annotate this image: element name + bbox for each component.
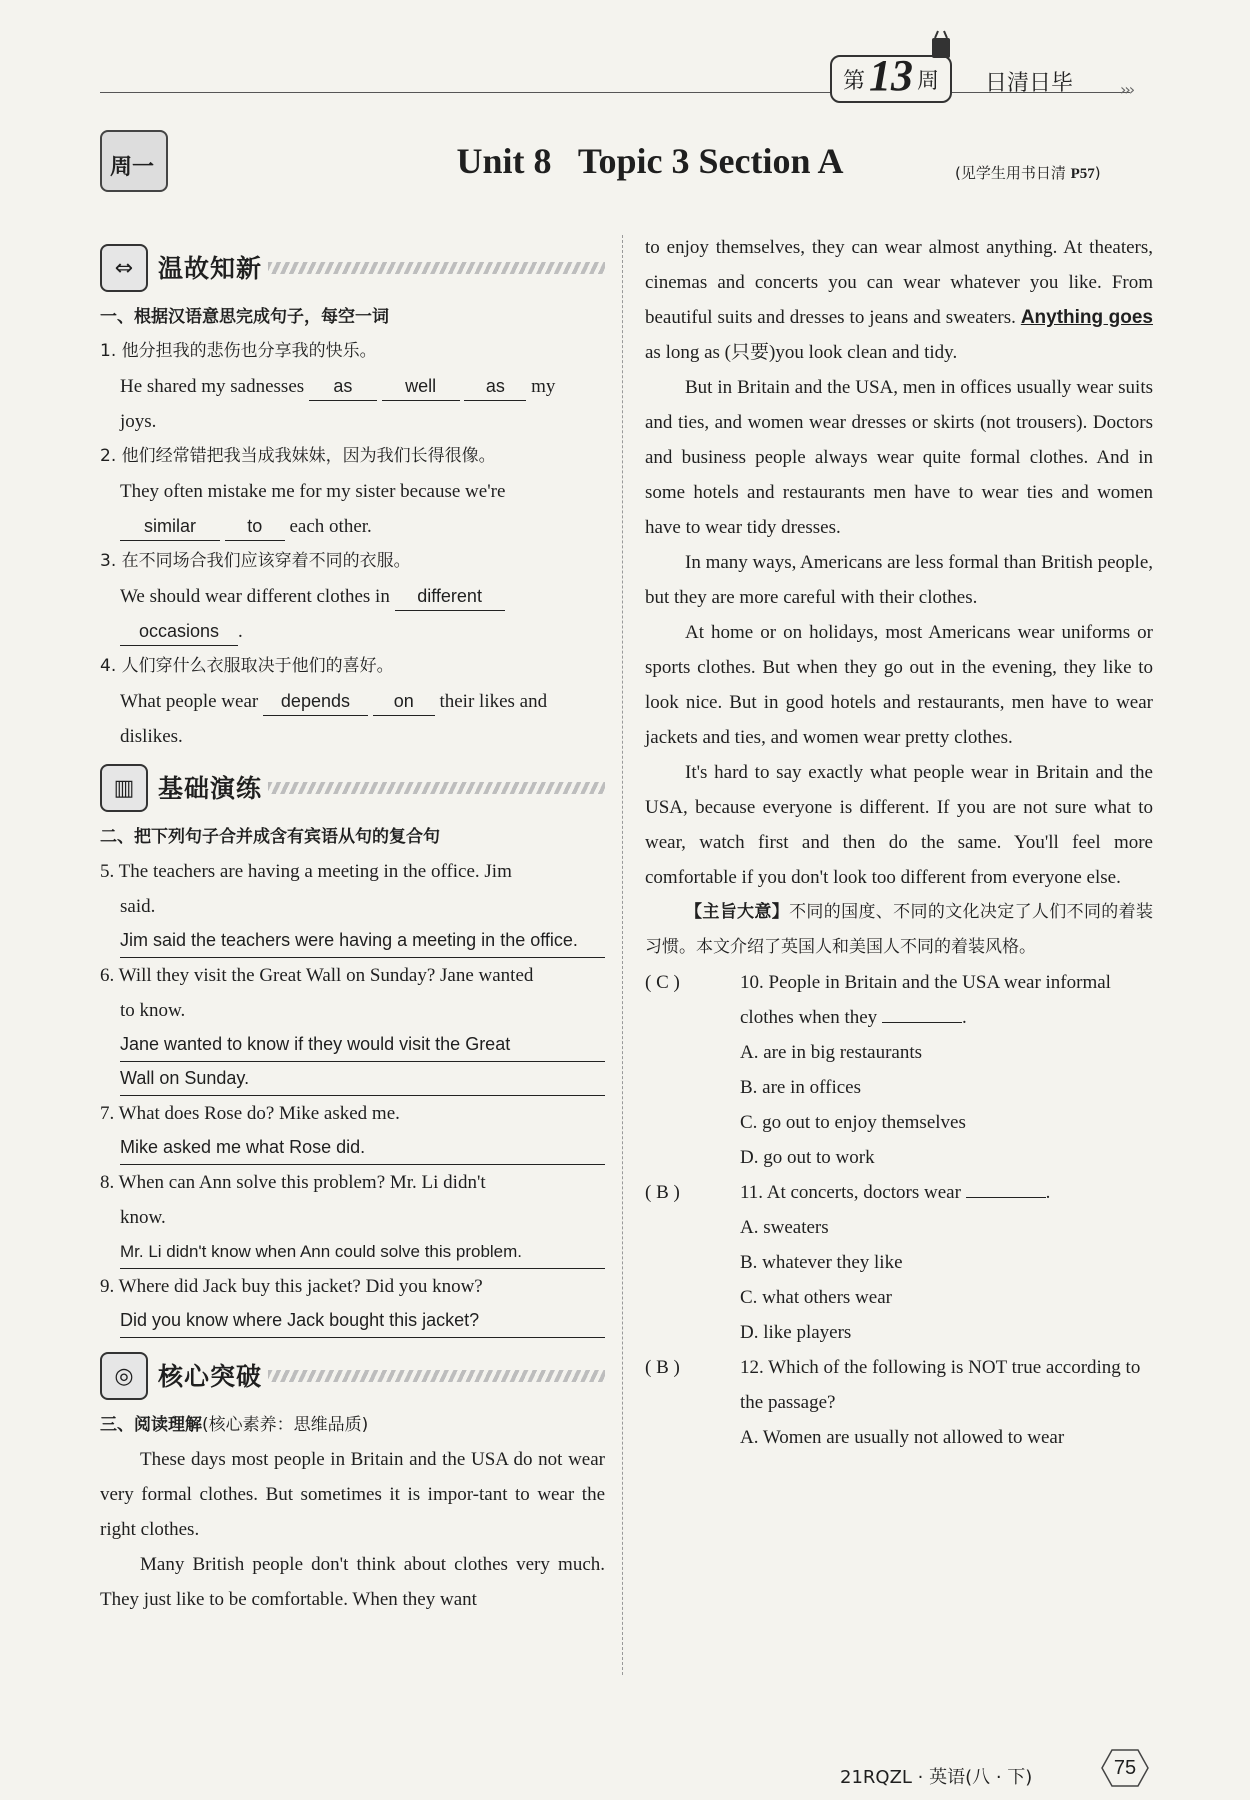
bar-chart-icon: ▥ [100,764,148,812]
q10-option-d: D. go out to work [740,1147,875,1168]
q6-answer-b: Wall on Sunday. [120,1062,605,1096]
section-stripe [268,262,605,274]
q11-text: 11. At concerts, doctors wear [740,1182,961,1203]
day-tab-label: 周一 [109,155,154,180]
passage-p2: Many British people don't think about clothes very much. They just like to be comfortable. When they want [100,1554,605,1610]
q4-text-a: What people wear [120,691,259,712]
q2-blank-1: similar [120,512,220,541]
part1-heading: 一、根据汉语意思完成句子，每空一词 [100,307,389,327]
section-review [100,242,605,294]
section-review-title: 温故知新 [158,253,263,283]
q10-option-c: C. go out to enjoy themselves [740,1112,966,1133]
part2-heading: 二、把下列句子合并成含有宾语从句的复合句 [100,827,440,847]
summary-label: 【主旨大意】 [685,902,790,922]
passage-p4: In many ways, Americans are less formal than British people, but they are more careful with their clothes. [645,552,1154,608]
q1-chinese: 1. 他分担我的悲伤也分享我的快乐。 [100,341,377,361]
q6-text-b: to know. [120,1000,186,1021]
target-icon: ◎ [100,1352,148,1400]
day-tab [100,120,166,190]
passage-p6: It's hard to say exactly what people wear in Britain and the USA, because everyone is different. If you are not sure what to wear, watch first and then do the same. You'll feel more comfortable if you don't look too different from everyone else. [645,762,1153,888]
q1-blank-3: as [464,372,526,401]
ref-prefix: (见学生用书日清 [955,164,1071,182]
q11-option-b: B. whatever they like [740,1252,903,1273]
q6-text: 6. Will they visit the Great Wall on Sunday? Jane wanted [100,965,534,986]
q7-answer: Mike asked me what Rose did. [120,1131,605,1165]
passage-cont-a: to enjoy themselves, they can wear almost anything. At theaters, cinemas and concerts you can wear whatever you like. From beautiful suits and dresses to jeans and sweaters. [645,237,1153,328]
passage-cont-b: as long as (只要)you look clean and tidy. [645,342,958,363]
q10-answer: ( C ) [645,972,680,993]
summary-text: 不同的国度、不同的文化决定了人们不同的着装习惯。本文介绍了英国人和美国人不同的着装风格。 [645,902,1154,957]
week-suffix: 周 [917,68,940,94]
header-rule [100,92,1130,93]
section-basic [100,762,605,814]
q1-text-c: my [531,376,556,397]
q10-option-b: B. are in offices [740,1077,861,1098]
q2-chinese: 2. 他们经常错把我当成我妹妹，因为我们长得很像。 [100,446,496,466]
header-arrows: ››› [1120,80,1134,99]
ref-page: P57 [1070,166,1095,182]
q4-text-d: dislikes. [120,726,183,747]
q7-text: 7. What does Rose do? Mike asked me. [100,1103,400,1124]
right-column [645,230,1153,1455]
passage-p5: At home or on holidays, most Americans wear uniforms or sports clothes. But when they go out in the evening, they like to look nice. But in good hotels and restaurants, men have to wear jackets and ties, and women wear pretty clothes. [645,622,1153,748]
left-column [100,242,605,1617]
section-core-title: 核心突破 [158,1361,263,1391]
summary [645,895,1153,965]
q2-text-c: each other. [289,516,372,537]
week-number: 13 [869,51,913,100]
q10-text: 10. People in Britain and the USA wear informal clothes when they [740,972,1111,1028]
section-stripe [268,1370,605,1382]
q3-english-b [100,614,605,649]
daily-label: 日清日毕 [985,71,1074,96]
part3-heading [100,1408,605,1442]
q11-end: . [1045,1182,1051,1203]
page-title: Unit 8 Topic 3 Section A [456,141,844,181]
footer-code: 21RQZL · 英语(八 · 下) [840,1767,1033,1788]
page-number-text: 75 [1113,1756,1137,1779]
q10-option-a: A. are in big restaurants [740,1042,923,1063]
question-11 [645,1175,1153,1210]
q1-text-a: He shared my sadnesses [120,376,305,397]
q1-english [100,369,605,404]
q3-chinese: 3. 在不同场合我们应该穿着不同的衣服。 [100,551,411,571]
q11-option-d: D. like players [740,1322,852,1343]
q11-option-a: A. sweaters [740,1217,829,1238]
section-stripe [268,782,605,794]
q10-blank [882,1022,962,1023]
binder-clip-icon [930,30,952,60]
reference-note [955,162,1101,183]
q2-text-a: They often mistake me for my sister because we're [120,481,506,502]
q11-option-c: C. what others wear [740,1287,892,1308]
q2-blank-2: to [225,512,285,541]
double-arrow-icon: ⇔ [100,244,148,292]
q3-text-a: We should wear different clothes in [120,586,390,607]
passage-p1: These days most people in Britain and the USA do not wear very formal clothes. But sometimes it is impor-tant to wear the right clothes. [100,1449,605,1540]
q6-answer-a: Jane wanted to know if they would visit the Great [120,1028,605,1062]
q5-text-b: said. [120,896,156,917]
q4-english [100,684,605,719]
question-12 [645,1350,1153,1420]
q3-text-c: . [238,621,243,642]
q4-text-c: their likes and [439,691,548,712]
passage-p3: But in Britain and the USA, men in offices usually wear suits and ties, and women wear dresses or skirts (not trousers). Doctors and business people always wear quite formal clothes. And in some hotels and restaurants men have to wear ties and women have to wear tidy dresses. [645,377,1153,538]
q1-text-d: joys. [120,411,157,432]
q1-blank-1: as [309,372,377,401]
section-basic-title: 基础演练 [158,773,263,803]
q8-text: 8. When can Ann solve this problem? Mr. Li didn't [100,1172,486,1193]
q2-english-b [100,509,605,544]
q5-text: 5. The teachers are having a meeting in the office. Jim [100,861,512,882]
part3-heading-main: 三、阅读理解 [100,1415,202,1435]
q12-option-a: A. Women are usually not allowed to wear [740,1427,1065,1448]
q3-english [100,579,605,614]
ref-suffix: ) [1094,164,1101,182]
q4-chinese: 4. 人们穿什么衣服取决于他们的喜好。 [100,656,394,676]
week-prefix: 第 [842,68,865,94]
q9-text: 9. Where did Jack buy this jacket? Did you know? [100,1276,483,1297]
q3-blank-1: different [395,582,505,611]
q8-text-b: know. [120,1207,166,1228]
q8-answer: Mr. Li didn't know when Ann could solve this problem. [120,1235,605,1269]
question-10 [645,965,1153,1035]
q9-answer: Did you know where Jack bought this jacket? [120,1304,605,1338]
q3-blank-2: occasions [120,617,238,646]
q11-answer: ( B ) [645,1182,680,1203]
anything-goes-phrase: Anything goes [1020,307,1153,328]
page-number [1100,1748,1150,1788]
q4-blank-1: depends [263,687,368,716]
q5-answer: Jim said the teachers were having a meeting in the office. [120,924,605,958]
part3-heading-note: (核心素养：思维品质) [202,1415,369,1435]
q4-blank-2: on [373,687,435,716]
passage-continued [645,230,1153,370]
q12-text: 12. Which of the following is NOT true according to the passage? [740,1357,1141,1413]
q1-blank-2: well [382,372,460,401]
q10-end: . [961,1007,967,1028]
week-badge [830,51,952,103]
q11-blank [966,1197,1046,1198]
column-divider [622,235,623,1675]
section-core [100,1350,605,1402]
q12-answer: ( B ) [645,1357,680,1378]
